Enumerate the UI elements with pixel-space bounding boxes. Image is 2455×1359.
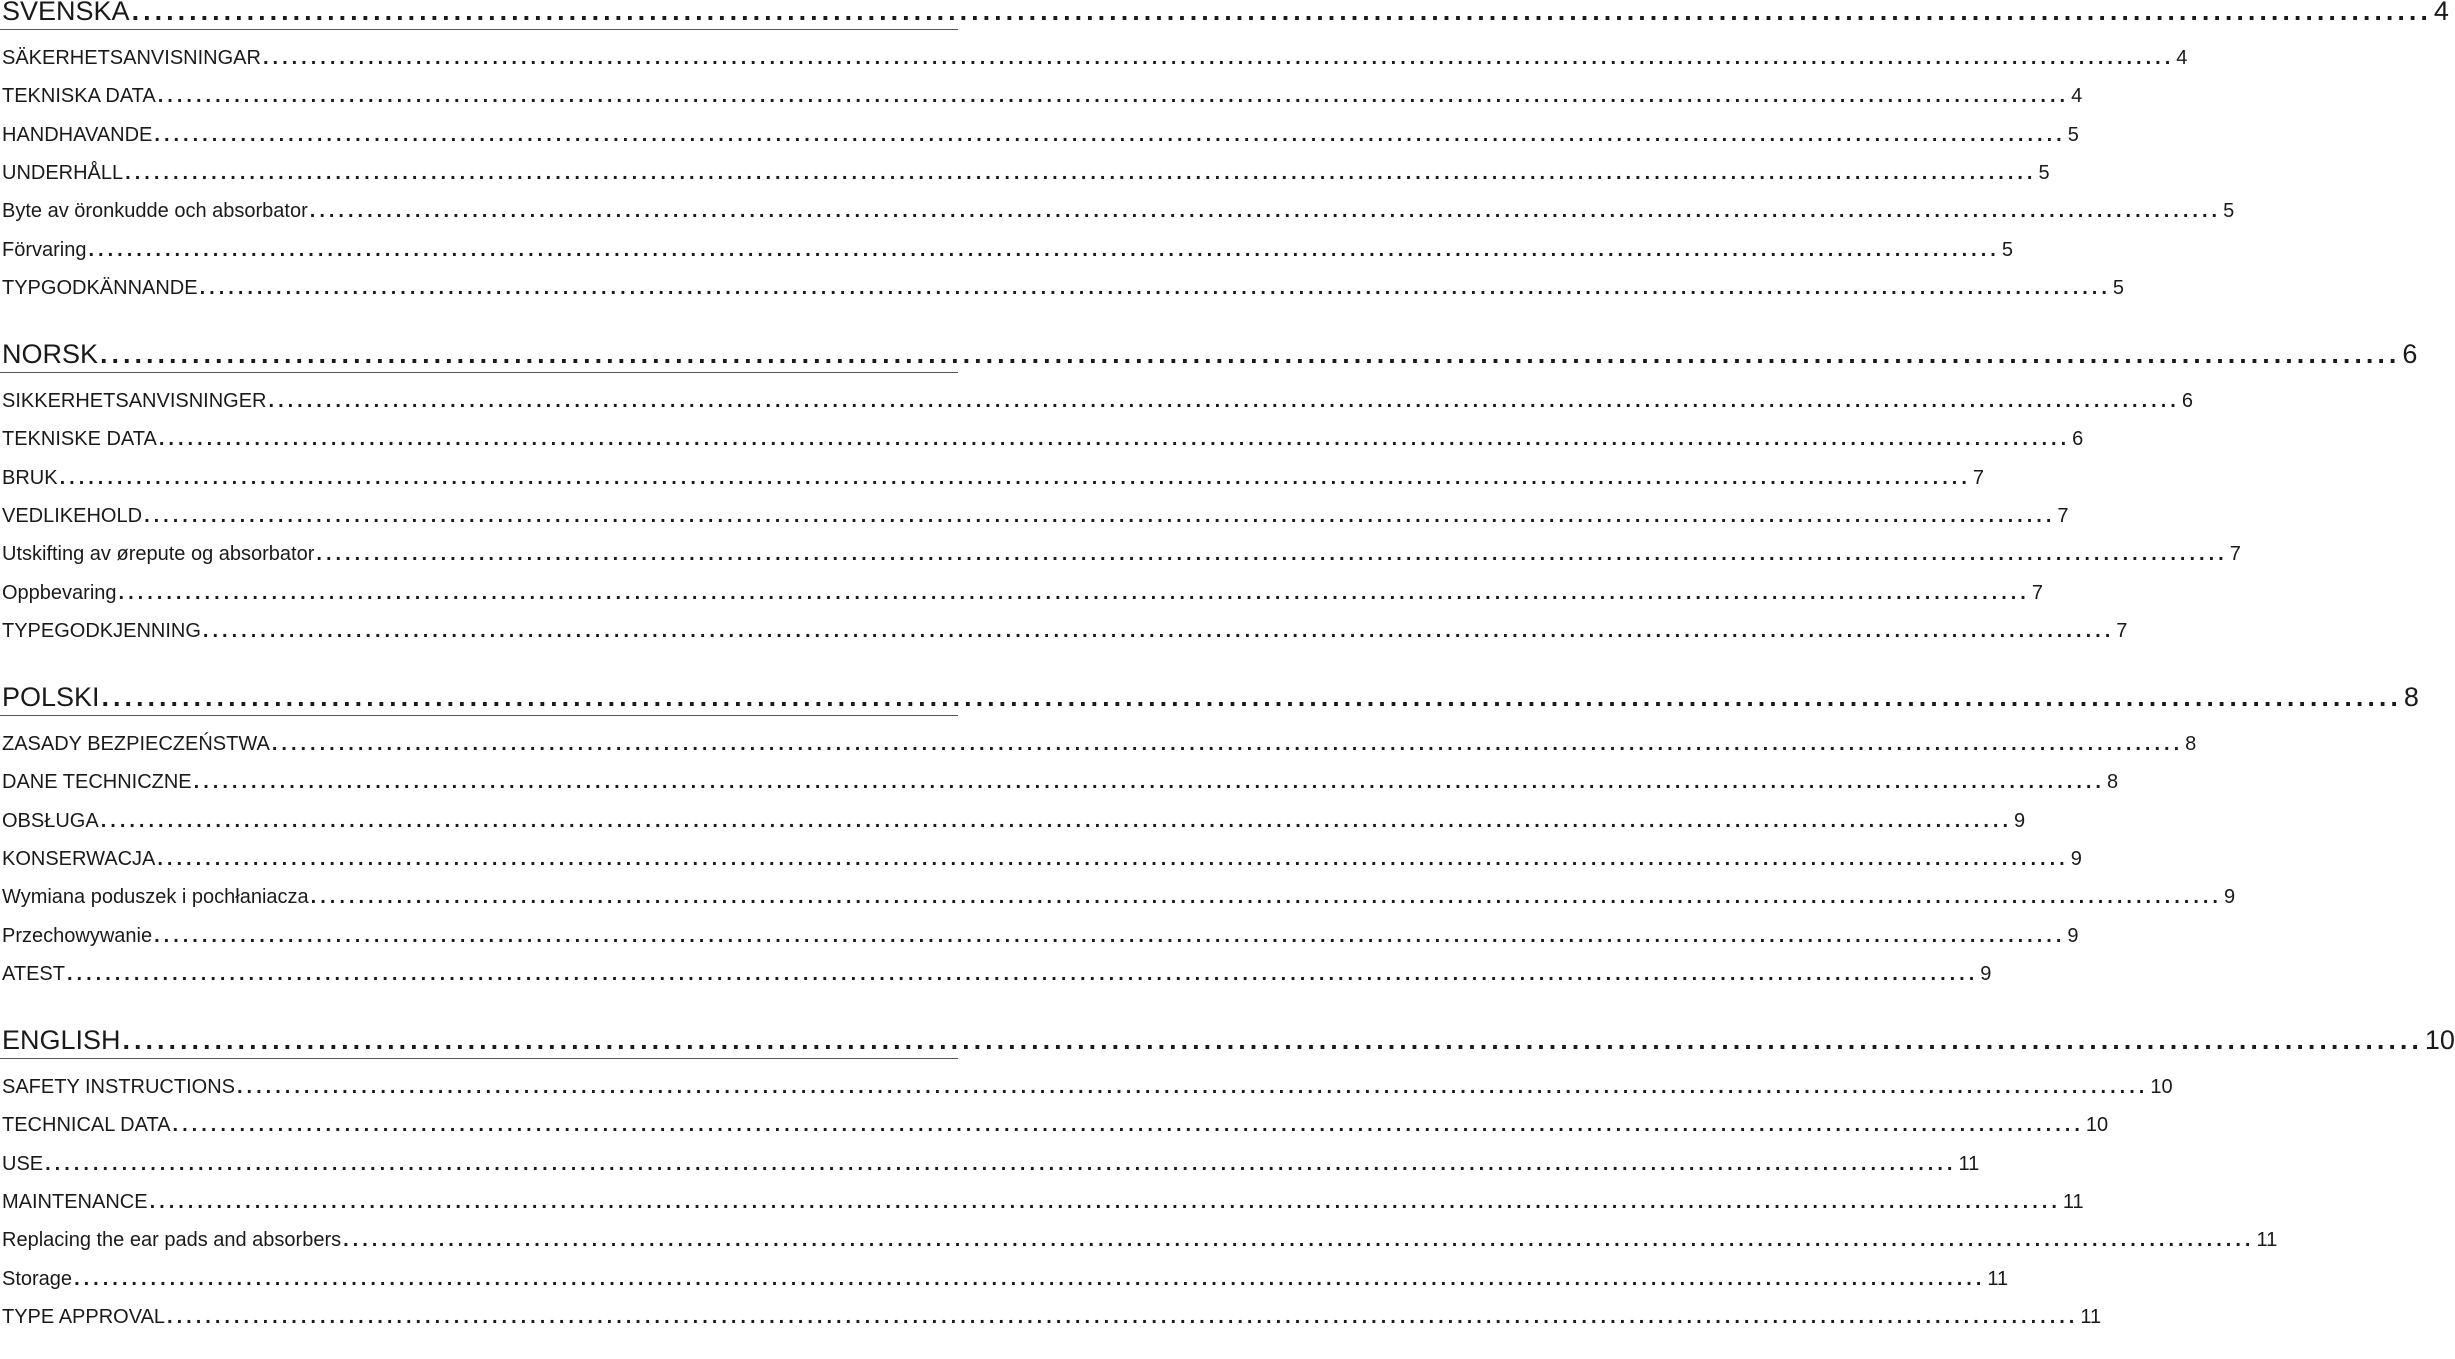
toc-entry[interactable] (2, 200, 2235, 223)
toc-entry-page-number: 10 (2085, 1114, 2109, 1137)
toc-entry-page-number: 5 (2067, 123, 2079, 146)
section-divider (0, 372, 958, 373)
toc-entry-page-number: 7 (2057, 504, 2069, 527)
dot-leader: ........................................................................................................................................................................................................ (309, 200, 2222, 223)
section-divider (0, 1058, 958, 1059)
toc-entry-page-number: 8 (2106, 771, 2119, 794)
toc-entry[interactable] (2, 1114, 2109, 1137)
toc-entry-page-number: 9 (2067, 924, 2079, 947)
toc-entry-page-number: 7 (2229, 543, 2241, 566)
toc-entry-label: Förvaring (2, 238, 87, 261)
toc-entry[interactable] (2, 1190, 2084, 1214)
toc-entry-label: ATEST (2, 962, 65, 985)
toc-entry-label: HANDHAVANDE (2, 123, 153, 146)
toc-entry-page-number: 5 (2001, 238, 2013, 261)
section-title: POLSKI (2, 682, 100, 712)
toc-entry-label: Oppbevaring (2, 581, 117, 604)
toc-entry-page-number: 8 (2185, 733, 2197, 755)
toc-entry[interactable] (2, 962, 1992, 986)
dot-leader: ........................................................................................................................................................................................................ (74, 1267, 1986, 1290)
toc-entry[interactable] (2, 466, 1985, 490)
toc-section-heading[interactable] (2, 682, 2419, 713)
toc-entry[interactable] (2, 847, 2082, 871)
section-page-number: 4 (2433, 0, 2449, 26)
section-title: SVENSKA (2, 0, 130, 26)
toc-entry[interactable] (2, 886, 2236, 909)
toc-entry-page-number: 5 (2223, 200, 2235, 223)
toc-entry-label: Byte av öronkudde och absorbator (2, 200, 308, 223)
dot-leader: ........................................................................................................................................................................................................ (125, 161, 2037, 184)
toc-entry-label: OBSŁUGA (2, 809, 99, 832)
toc-entry[interactable] (2, 619, 2128, 643)
toc-entry-page-number: 5 (2038, 161, 2050, 184)
toc-section (0, 339, 2418, 673)
dot-leader: ........................................................................................................................................................................................................ (122, 1025, 2423, 1055)
toc-entry[interactable] (2, 390, 2193, 413)
toc-entry-label: SÄKERHETSANVISNINGAR (2, 47, 261, 69)
section-page-number: 8 (2403, 682, 2419, 712)
toc-entry[interactable] (2, 47, 2188, 70)
toc-entry-label: TYPE APPROVAL (2, 1305, 166, 1328)
dot-leader: ........................................................................................................................................................................................................ (88, 238, 2000, 261)
dot-leader: ........................................................................................................................................................................................................ (100, 339, 2401, 369)
section-divider (0, 29, 958, 30)
toc-section-heading[interactable] (2, 1025, 2455, 1056)
toc-entry[interactable] (2, 1076, 2173, 1099)
dot-leader: ........................................................................................................................................................................................................ (144, 504, 2056, 527)
dot-leader: ........................................................................................................................................................................................................ (131, 0, 2432, 26)
toc-entry-page-number: 6 (2181, 390, 2193, 412)
toc-entry-label: VEDLIKEHOLD (2, 504, 143, 527)
section-page-number: 6 (2402, 339, 2418, 369)
toc-entry-page-number: 9 (1980, 962, 1992, 985)
toc-entry[interactable] (2, 123, 2079, 147)
toc-entry-page-number: 9 (2223, 886, 2236, 909)
dot-leader: ........................................................................................................................................................................................................ (271, 733, 2184, 755)
dot-leader: ........................................................................................................................................................................................................ (154, 924, 2066, 947)
toc-entry-page-number: 11 (1958, 1152, 1980, 1175)
toc-entry-page-number: 7 (1972, 466, 1985, 489)
toc-entry-label: KONSERWACJA (2, 847, 156, 870)
toc-entry-page-number: 10 (2150, 1076, 2173, 1098)
toc-section (0, 1025, 2455, 1359)
dot-leader: ........................................................................................................................................................................................................ (59, 466, 1971, 489)
toc-entry-page-number: 11 (1987, 1267, 2009, 1290)
toc-entry-page-number: 6 (2072, 428, 2084, 451)
toc-entry-label: DANE TECHNICZNE (2, 771, 192, 794)
section-title: NORSK (2, 339, 99, 369)
toc-entry-label: MAINTENANCE (2, 1190, 148, 1213)
toc-entry-label: ZASADY BEZPIECZEŃSTWA (2, 733, 270, 755)
toc-entry[interactable] (2, 809, 2026, 833)
dot-leader: ........................................................................................................................................................................................................ (193, 771, 2105, 794)
dot-leader: ........................................................................................................................................................................................................ (66, 962, 1979, 985)
toc-entry-label: TEKNISKE DATA (2, 428, 157, 451)
dot-leader: ........................................................................................................................................................................................................ (118, 581, 2030, 604)
section-divider (0, 715, 958, 716)
toc-entry[interactable] (2, 161, 2050, 185)
toc-entry-label: Replacing the ear pads and absorbers (2, 1229, 342, 1252)
toc-entry-label: SIKKERHETSANVISNINGER (2, 390, 267, 412)
dot-leader: ........................................................................................................................................................................................................ (316, 543, 2228, 566)
dot-leader: ........................................................................................................................................................................................................ (310, 886, 2222, 909)
toc-entry-label: Przechowywanie (2, 924, 153, 947)
toc-entry[interactable] (2, 238, 2013, 262)
toc-entry[interactable] (2, 771, 2119, 794)
toc-entry-page-number: 9 (2014, 809, 2026, 832)
toc-entry[interactable] (2, 581, 2043, 605)
toc-entry[interactable] (2, 1229, 2278, 1252)
toc-entry-label: SAFETY INSTRUCTIONS (2, 1076, 235, 1098)
toc-entry-page-number: 7 (2116, 619, 2128, 642)
toc-entry-label: Utskifting av ørepute og absorbator (2, 543, 315, 566)
toc-entry-label: USE (2, 1152, 44, 1175)
section-page-number: 10 (2424, 1025, 2455, 1055)
section-title: ENGLISH (2, 1025, 121, 1055)
toc-entry-label: UNDERHÅLL (2, 161, 124, 184)
toc-entry-page-number: 11 (2062, 1190, 2084, 1213)
toc-entry-page-number: 4 (2071, 85, 2083, 108)
dot-leader: ........................................................................................................................................................................................................ (101, 682, 2402, 712)
toc-entry-label: TECHNICAL DATA (2, 1114, 171, 1137)
dot-leader: ........................................................................................................................................................................................................ (262, 47, 2175, 69)
dot-leader: ........................................................................................................................................................................................................ (167, 1305, 2079, 1328)
toc-section-heading[interactable] (2, 339, 2418, 370)
toc-section (0, 682, 2419, 1016)
dot-leader: ........................................................................................................................................................................................................ (237, 1076, 2149, 1098)
dot-leader: ........................................................................................................................................................................................................ (343, 1229, 2255, 1252)
toc-entry[interactable] (2, 1305, 2102, 1329)
toc-entry[interactable] (2, 543, 2241, 566)
toc-entry-page-number: 5 (2112, 276, 2125, 299)
toc-entry[interactable] (2, 504, 2069, 528)
toc-entry-page-number: 9 (2070, 847, 2082, 870)
toc-entry[interactable] (2, 1152, 1980, 1176)
dot-leader: ........................................................................................................................................................................................................ (199, 276, 2111, 299)
toc-entry-label: BRUK (2, 466, 58, 489)
toc-entry-page-number: 7 (2031, 581, 2043, 604)
toc-entry[interactable] (2, 924, 2079, 948)
toc-entry[interactable] (2, 428, 2084, 451)
dot-leader: ........................................................................................................................................................................................................ (157, 847, 2069, 870)
dot-leader: ........................................................................................................................................................................................................ (202, 619, 2115, 642)
toc-entry[interactable] (2, 85, 2083, 108)
dot-leader: ........................................................................................................................................................................................................ (100, 809, 2013, 832)
toc-entry-label: Storage (2, 1267, 73, 1290)
toc-entry[interactable] (2, 1267, 2009, 1291)
dot-leader: ........................................................................................................................................................................................................ (45, 1152, 1957, 1175)
toc-section-heading[interactable] (2, 0, 2449, 27)
toc-entry-label: TYPEGODKJENNING (2, 619, 201, 642)
toc-entry[interactable] (2, 733, 2197, 756)
dot-leader: ........................................................................................................................................................................................................ (157, 85, 2070, 108)
dot-leader: ........................................................................................................................................................................................................ (154, 123, 2066, 146)
dot-leader: ........................................................................................................................................................................................................ (149, 1190, 2061, 1213)
toc-section (0, 0, 2449, 330)
toc-entry-page-number: 4 (2176, 47, 2188, 69)
toc-entry-page-number: 11 (2256, 1229, 2278, 1252)
toc-entry-label: TYPGODKÄNNANDE (2, 276, 198, 299)
toc-entry-label: TEKNISKA DATA (2, 85, 156, 108)
dot-leader: ........................................................................................................................................................................................................ (172, 1114, 2084, 1137)
dot-leader: ........................................................................................................................................................................................................ (158, 428, 2071, 451)
toc-entry[interactable] (2, 276, 2125, 300)
toc-entry-label: Wymiana poduszek i pochłaniacza (2, 886, 309, 909)
dot-leader: ........................................................................................................................................................................................................ (268, 390, 2180, 412)
toc-entry-page-number: 11 (2080, 1305, 2102, 1328)
